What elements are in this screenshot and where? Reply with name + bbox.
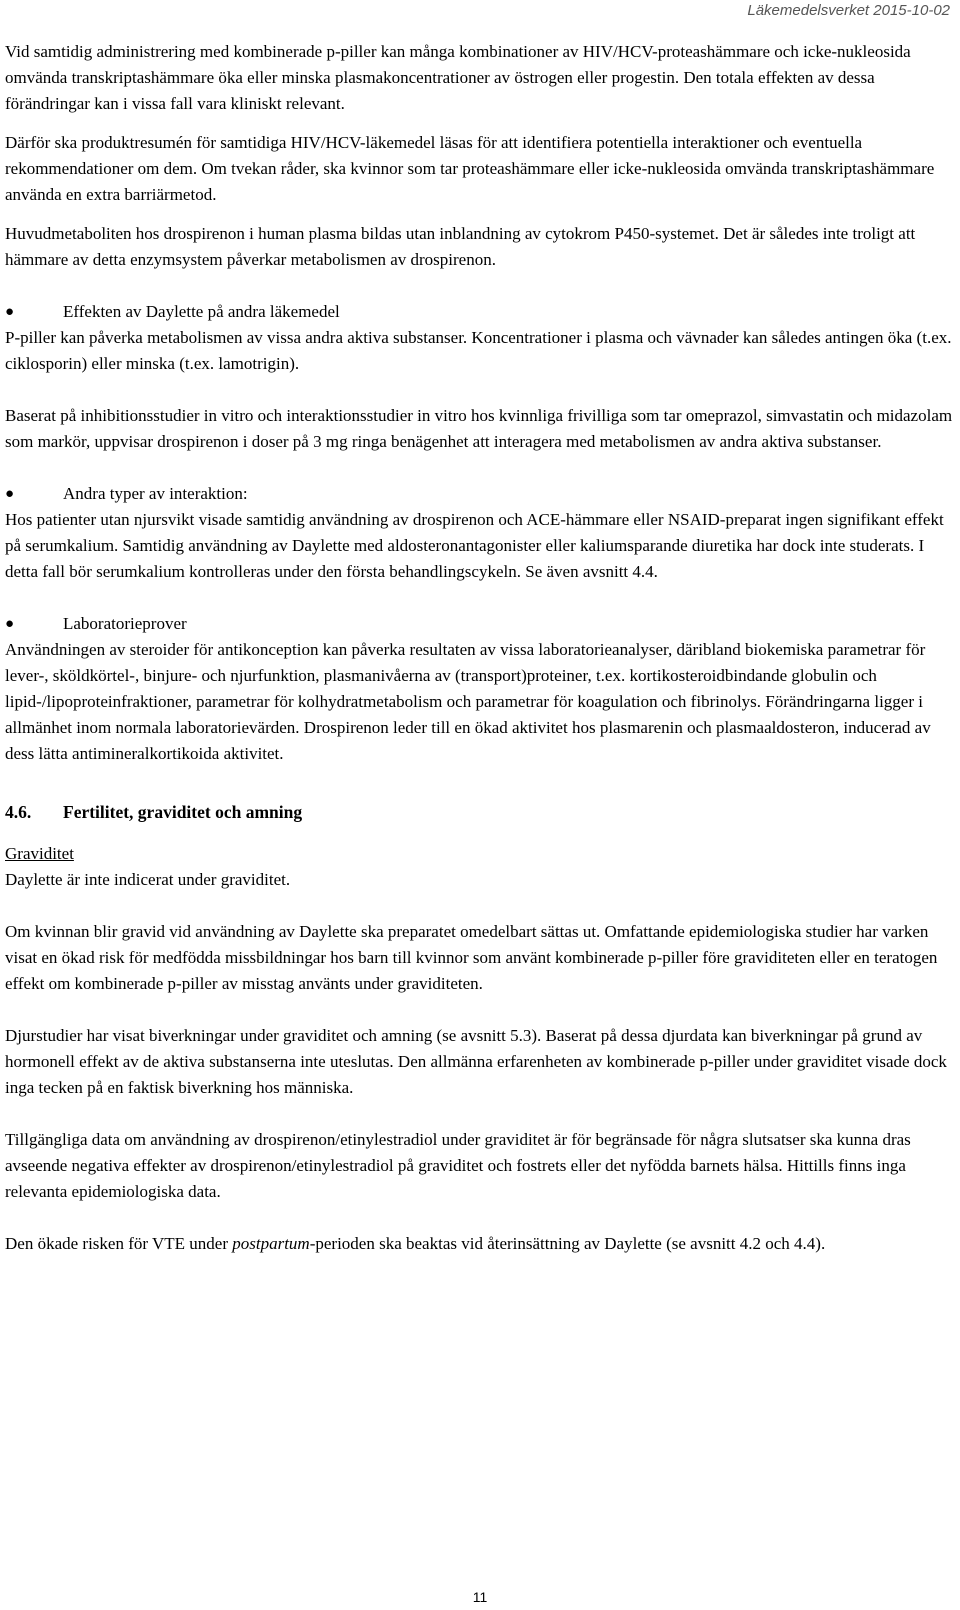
bullet-icon: ● <box>5 486 15 502</box>
paragraph: Vid samtidig administrering med kombinerade p-piller kan många kombinationer av HIV/HCV-proteashämmare och icke-nukleosida omvända transkriptashämmare öka eller minska plasmakoncentrationer av östrogen eller progestin. Den totala effekten av dessa förändringar kan i vissa fall vara kliniskt relevant. <box>5 42 911 113</box>
bullet-icon: ● <box>5 616 15 632</box>
bullet-heading <box>5 299 955 325</box>
section-heading <box>5 799 955 825</box>
bullet-heading-text: Effekten av Daylette på andra läkemedel <box>63 302 340 321</box>
bullet-heading-text: Laboratorieprover <box>63 614 187 633</box>
bullet-heading-text: Andra typer av interaktion: <box>63 484 248 503</box>
document-header: Läkemedelsverket 2015-10-02 <box>747 2 950 19</box>
bullet-heading <box>5 611 955 637</box>
section-title: Fertilitet, graviditet och amning <box>63 802 303 822</box>
text-span: Den ökade risken för VTE under <box>5 1234 233 1253</box>
subheading-graviditet: Graviditet <box>5 844 74 863</box>
paragraph: Användningen av steroider för antikonception kan påverka resultaten av vissa laboratorieanalyser, däribland biokemiska parametrar för lever-, sköldkörtel-, binjure- och njurfunktion, plasmanivåerna av (transport)proteiner, t.ex. kortikosteroidbindande globulin och lipid-/lipoproteinfraktioner, parametrar för kolhydratmetabolism och parametrar för koagulation och fibrinolys. Förändringarna ligger i allmänhet inom normala laboratorievärden. Drospirenon leder till en ökad aktivitet hos plasmarenin och plasmaaldosteron, inducerad av dess lätta antimineralkortikoida aktivitet. <box>5 640 931 763</box>
paragraph: Därför ska produktresumén för samtidiga HIV/HCV-läkemedel läsas för att identifiera potentiella interaktioner och eventuella rekommendationer om dem. Om tvekan råder, ska kvinnor som tar proteashämmare eller icke-nukleosida omvända transkriptashämmare använda en extra barriärmetod. <box>5 133 935 204</box>
text-span: -perioden ska beaktas vid återinsättning av Daylette (se avsnitt 4.2 och 4.4). <box>309 1234 826 1253</box>
paragraph: Tillgängliga data om användning av drospirenon/etinylestradiol under graviditet är för begränsade för några slutsatser ska kunna dras avseende negativa effekter av drospirenon/etinylestradiol på graviditet och fostrets eller det nyfödda barnets hälsa. Hittills finns inga relevanta epidemiologiska data. <box>5 1130 911 1201</box>
bullet-heading <box>5 481 955 507</box>
bullet-icon: ● <box>5 304 15 320</box>
paragraph: Huvudmetaboliten hos drospirenon i human plasma bildas utan inblandning av cytokrom P450-systemet. Det är således inte troligt att hämmare av detta enzymsystem påverkar metabolismen av drospirenon. <box>5 224 916 269</box>
paragraph: Hos patienter utan njursvikt visade samtidig användning av drospirenon och ACE-hämmare eller NSAID-preparat ingen signifikant effekt på serumkalium. Samtidig användning av Daylette med aldosteronantagonister eller kaliumsparande diuretika har dock inte studerats. I detta fall bör serumkalium kontrolleras under den första behandlingscykeln. Se även avsnitt 4.4. <box>5 510 944 581</box>
paragraph: P-piller kan påverka metabolismen av vissa andra aktiva substanser. Koncentrationer i plasma och vävnader kan således antingen öka (t.ex. ciklosporin) eller minska (t.ex. lamotrigin). <box>5 328 952 373</box>
page-number: 11 <box>472 1589 488 1605</box>
paragraph: Djurstudier har visat biverkningar under graviditet och amning (se avsnitt 5.3). Baserat på dessa djurdata kan biverkningar på grund av hormonell effekt av de aktiva substanserna inte uteslutas. Den allmänna erfarenheten av kombinerade p-piller under graviditet visade dock inga tecken på en faktisk biverkning hos människa. <box>5 1026 947 1097</box>
paragraph: Baserat på inhibitionsstudier in vitro och interaktionsstudier in vitro hos kvinnliga frivilliga som tar omeprazol, simvastatin och midazolam som markör, uppvisar drospirenon i doser på 3 mg ringa benägenhet att interagera med metabolismen av andra aktiva substanser. <box>5 406 953 451</box>
paragraph: Om kvinnan blir gravid vid användning av Daylette ska preparatet omedelbart sättas ut. Omfattande epidemiologiska studier har varken visat en ökad risk för medfödda missbildningar hos barn till kvinnor som använt kombinerade p-piller före graviditeten eller en teratogen effekt om kombinerade p-piller av misstag använts under graviditeten. <box>5 922 938 993</box>
section-number: 4.6. <box>5 802 32 822</box>
document-body <box>5 39 955 1270</box>
italic-term: postpartum <box>232 1234 310 1253</box>
paragraph <box>5 1231 955 1257</box>
paragraph: Daylette är inte indicerat under graviditet. <box>5 870 291 889</box>
